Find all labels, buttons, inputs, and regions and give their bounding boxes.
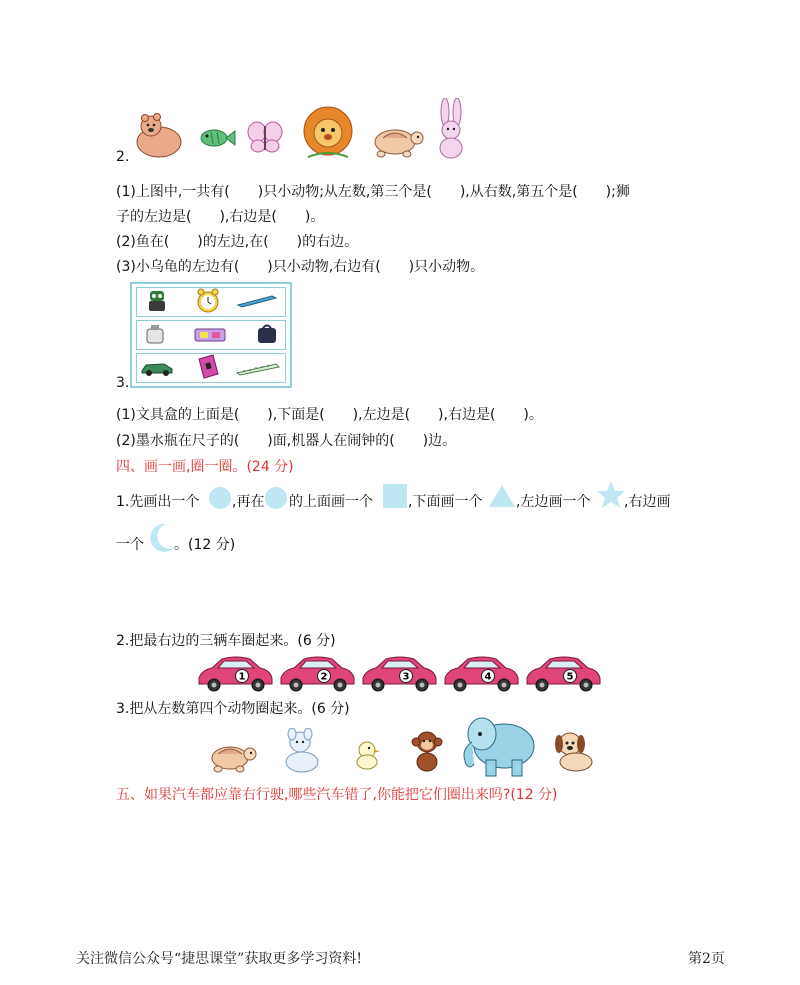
robot-icon: [146, 289, 168, 313]
s4-q1-text-a: 1.先画出一个: [116, 494, 200, 510]
car-icon: [140, 360, 174, 376]
car-number-label: 4: [484, 671, 492, 683]
car-row: [196, 654, 616, 694]
q3-line-2: (2)墨水瓶在尺子的( )面,机器人在闹钟的( )边。: [116, 433, 457, 449]
car-number-label: 1: [238, 671, 246, 683]
star-shape-icon: [596, 480, 626, 510]
school-bag-icon: [256, 323, 278, 345]
ink-bottle-icon: [144, 323, 168, 345]
s4-q1-text-c: 的上面画一个: [289, 494, 373, 510]
pencil-box-icon: [194, 327, 226, 343]
s4-q3-text: 3.把从左数第四个动物圈起来。(6 分): [116, 701, 350, 717]
s4-q1-text-f: ,右边画: [624, 494, 671, 510]
car-icon: [524, 654, 602, 698]
s4-q1-text-e: ,左边画一个: [516, 494, 591, 510]
chick-icon: [352, 738, 382, 770]
s4-q1-text-b: ,再在: [232, 494, 265, 510]
q2-line-2: 子的左边是( ),右边是( )。: [116, 209, 325, 225]
dog-icon: [550, 730, 596, 772]
car-icon: [278, 654, 356, 698]
q2-line-1: (1)上图中,一共有( )只小动物;从左数,第三个是( ),从右数,第五个是( );狮: [116, 184, 630, 200]
turtle-icon: [369, 124, 425, 158]
circle-shape-icon: [208, 486, 232, 510]
footer-note: 关注微信公众号“捷思课堂”获取更多学习资料!: [76, 951, 362, 967]
turtle-icon: [206, 738, 258, 774]
bear-icon: [133, 112, 185, 158]
s4-q2-text: 2.把最右边的三辆车圈起来。(6 分): [116, 633, 336, 649]
shelf-grid: [130, 282, 292, 388]
car-icon: [196, 654, 274, 698]
moon-shape-icon: [146, 522, 176, 554]
s4-q1-line2-start: 一个: [116, 537, 144, 553]
butterfly-icon: [247, 120, 283, 154]
triangle-shape-icon: [488, 484, 516, 508]
car-number-label: 5: [566, 671, 574, 683]
book-icon: [196, 354, 220, 380]
section-5-heading: 五、如果汽车都应靠右行驶,哪些汽车错了,你能把它们圈出来吗?(12 分): [116, 787, 558, 803]
s4-q1-text-d: ,下面画一个: [408, 494, 483, 510]
car-icon: [360, 654, 438, 698]
car-number-label: 2: [320, 671, 328, 683]
car-icon: [442, 654, 520, 698]
fish-icon: [198, 126, 236, 150]
question-number: 3.: [116, 375, 130, 391]
q2-line-4: (3)小乌龟的左边有( )只小动物,右边有( )只小动物。: [116, 259, 485, 275]
alarm-clock-icon: [196, 288, 220, 314]
ruler-icon: [236, 362, 280, 376]
pen-icon: [236, 294, 278, 308]
s4-q1-line2-end: 。(12 分): [174, 537, 236, 553]
q3-line-1: (1)文具盒的上面是( ),下面是( ),左边是( ),右边是( )。: [116, 407, 543, 423]
question-number: 2.: [116, 149, 130, 165]
rabbit-icon: [280, 728, 324, 774]
car-number-label: 3: [402, 671, 410, 683]
elephant-icon: [456, 714, 540, 778]
page-number: 第2页: [688, 951, 725, 967]
lion-icon: [302, 105, 354, 159]
section-4-heading: 四、画一画,圈一圈。(24 分): [116, 459, 294, 475]
monkey-icon: [410, 730, 444, 772]
square-shape-icon: [382, 483, 408, 509]
rabbit-icon: [434, 98, 468, 160]
q2-line-3: (2)鱼在( )的左边,在( )的右边。: [116, 234, 359, 250]
circle-shape-icon: [264, 486, 288, 510]
